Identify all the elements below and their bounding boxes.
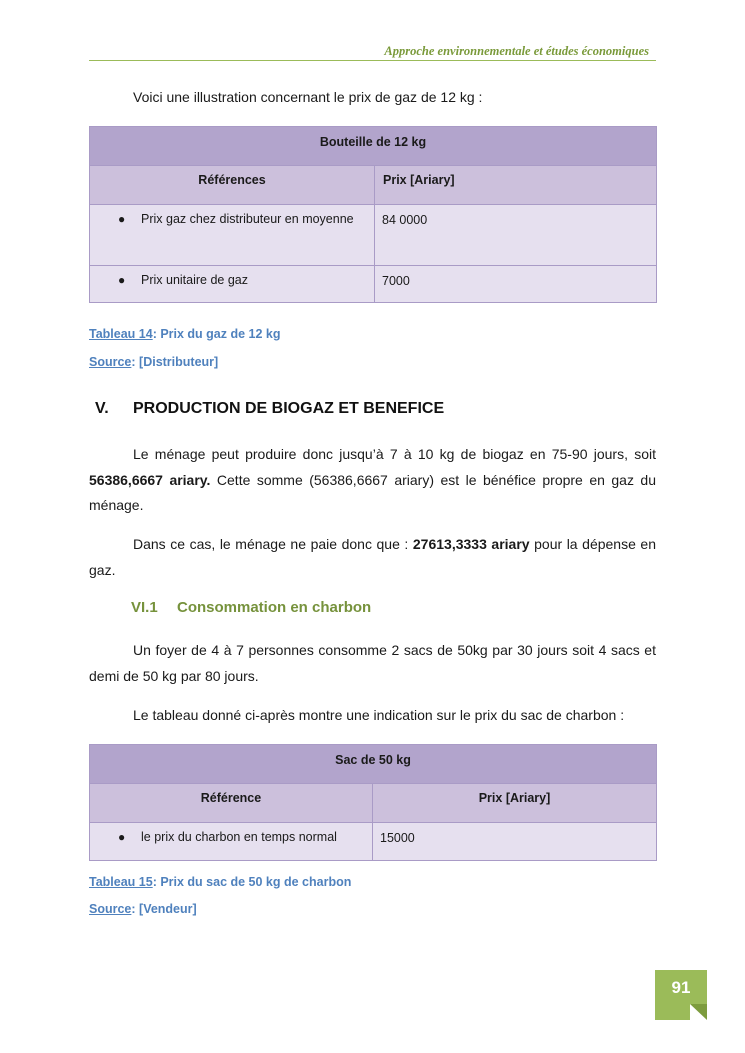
bullet-icon: ● bbox=[118, 212, 126, 226]
page-number: 91 bbox=[655, 970, 707, 1020]
table-row bbox=[90, 205, 657, 266]
table-header-row bbox=[90, 166, 657, 205]
table-cell-value: 84 0000 bbox=[375, 205, 657, 266]
table-header-row bbox=[90, 784, 657, 823]
page-corner-fold bbox=[690, 1004, 707, 1020]
gas-price-table bbox=[89, 126, 657, 303]
column-header-price: Prix [Ariary] bbox=[373, 784, 657, 823]
table-cell-label: ● Prix gaz chez distributeur en moyenne bbox=[90, 205, 375, 266]
section-heading: V. PRODUCTION DE BIOGAZ ET BENEFICE bbox=[95, 400, 445, 417]
table-14-source: Source: [Distributeur] bbox=[89, 355, 219, 369]
table-row bbox=[90, 823, 657, 861]
table-caption: Bouteille de 12 kg bbox=[90, 127, 657, 166]
column-header-reference: Référence bbox=[90, 784, 373, 823]
bullet-icon: ● bbox=[118, 273, 126, 287]
running-header: Approche environnementale et études économiques bbox=[384, 44, 649, 58]
column-header-price: Prix [Ariary] bbox=[375, 166, 657, 205]
table-15-source: Source: [Vendeur] bbox=[89, 902, 197, 916]
table-caption: Sac de 50 kg bbox=[90, 745, 657, 784]
table-caption-row bbox=[90, 127, 657, 166]
table-row bbox=[90, 266, 657, 303]
benefit-paragraph: Le ménage peut produire donc jusqu’à 7 à 10 kg de biogaz en 75-90 jours, soit 56386,6667 ariary. Cette somme (56386,6667 ariary) est le bénéfice propre en gaz du ménage. bbox=[89, 446, 656, 513]
charcoal-price-table bbox=[89, 744, 657, 861]
table-14-caption: Tableau 14: Prix du gaz de 12 kg bbox=[89, 327, 281, 341]
subsection-heading: VI.1 Consommation en charbon bbox=[131, 599, 372, 616]
table-15-caption: Tableau 15: Prix du sac de 50 kg de charbon bbox=[89, 875, 352, 889]
table-caption-row bbox=[90, 745, 657, 784]
table-cell-label: ● Prix unitaire de gaz bbox=[90, 266, 375, 303]
header-divider bbox=[89, 60, 656, 61]
table-cell-value: 7000 bbox=[375, 266, 657, 303]
bullet-icon: ● bbox=[118, 830, 126, 844]
table-intro-paragraph: Le tableau donné ci-après montre une indication sur le prix du sac de charbon : bbox=[133, 707, 625, 723]
expense-paragraph: Dans ce cas, le ménage ne paie donc que : 27613,3333 ariary pour la dépense en gaz. bbox=[89, 536, 657, 578]
column-header-references: Références bbox=[90, 166, 375, 205]
consumption-paragraph: Un foyer de 4 à 7 personnes consomme 2 sacs de 50kg par 30 jours soit 4 sacs et demi de 50 kg par 80 jours. bbox=[89, 642, 656, 684]
table-cell-label: ● le prix du charbon en temps normal bbox=[90, 823, 373, 861]
table-cell-value: 15000 bbox=[373, 823, 657, 861]
intro-paragraph: Voici une illustration concernant le prix de gaz de 12 kg : bbox=[133, 89, 483, 105]
